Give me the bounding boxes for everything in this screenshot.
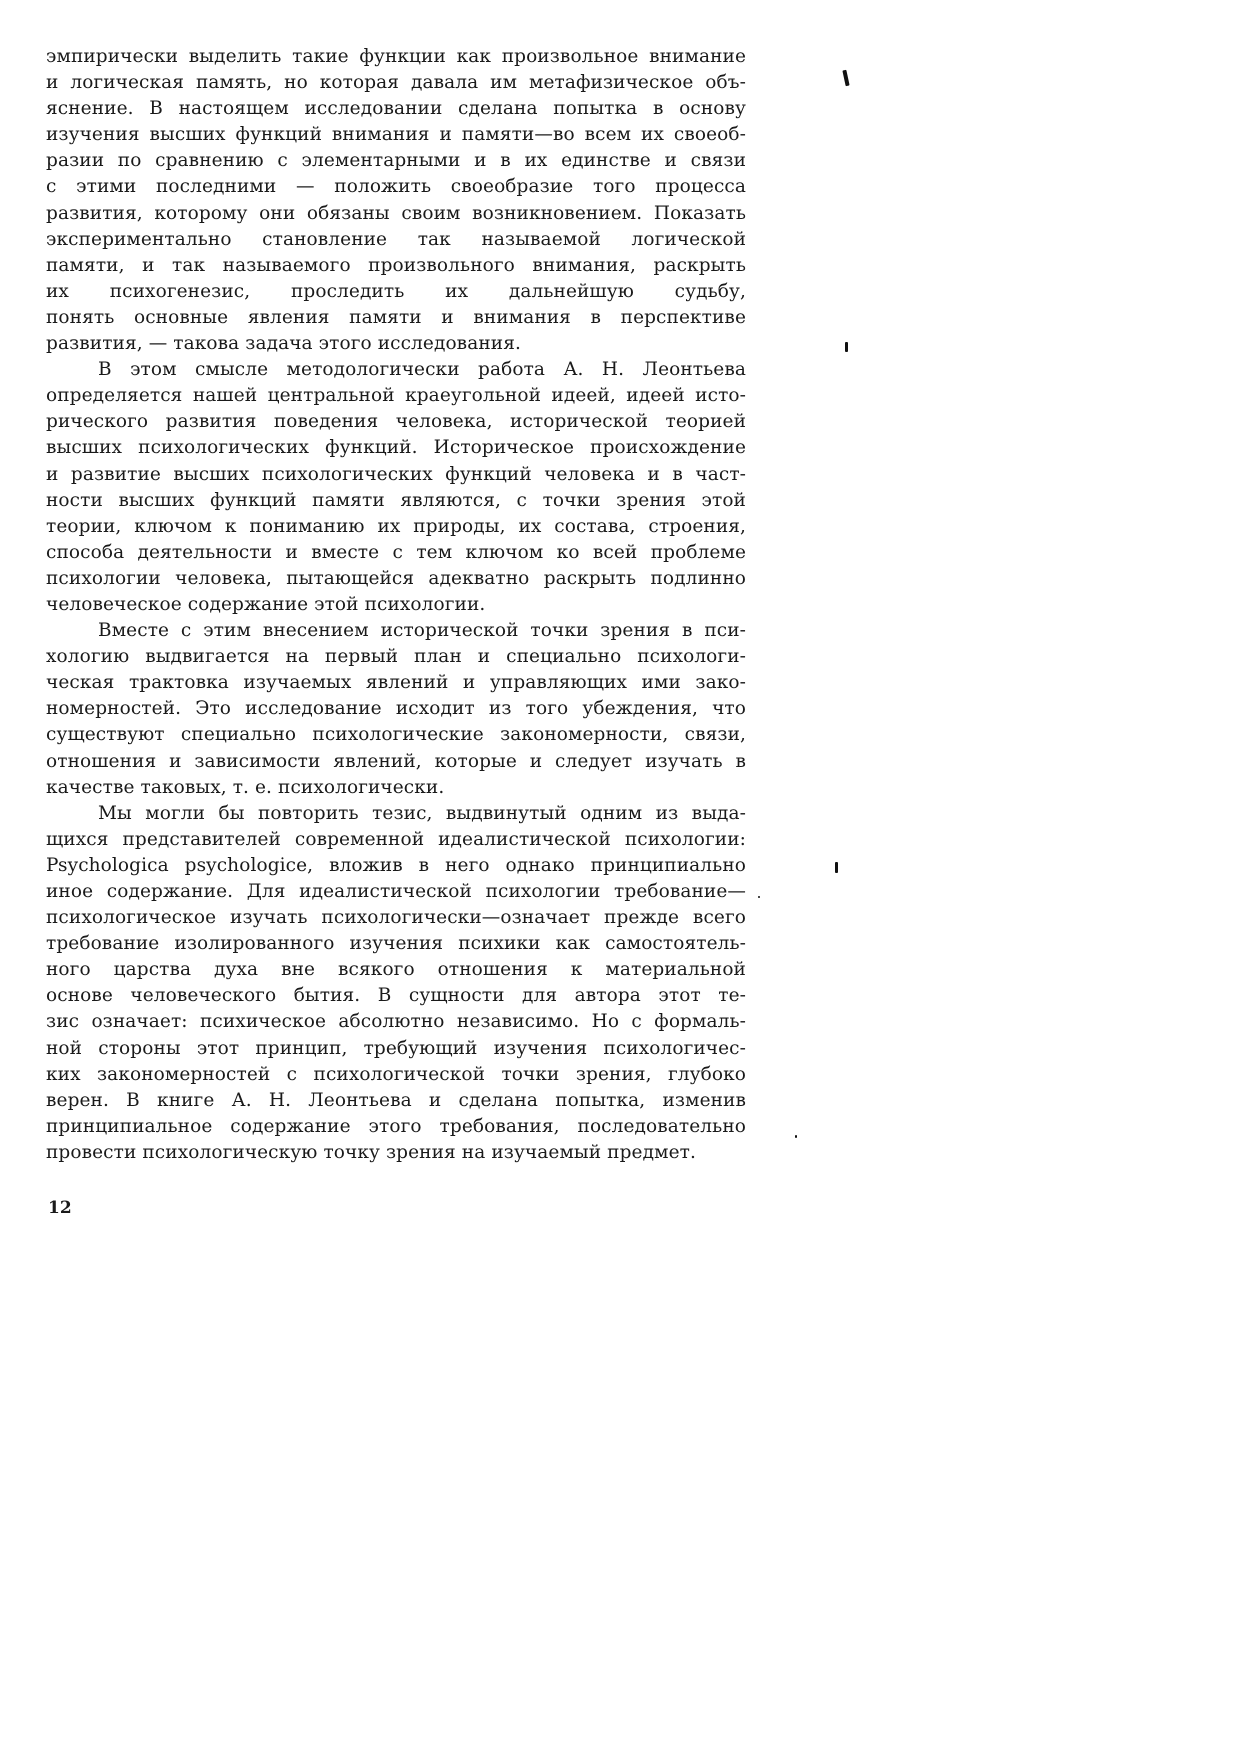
paragraph-2 bbox=[46, 357, 746, 618]
scan-speck bbox=[845, 342, 848, 352]
text-line: эмпирически выделить такие функции как произвольное внимание bbox=[46, 46, 746, 67]
text-line: ной стороны этот принцип, требующий изучения психологичес- bbox=[46, 1037, 746, 1059]
text-line: рического развития поведения человека, исторической теорией bbox=[46, 411, 746, 433]
text-line: и развитие высших психологических функций человека и в част- bbox=[46, 463, 746, 485]
text-line: высших психологических функций. Историческое происхождение bbox=[46, 437, 746, 459]
text-line: иное содержание. Для идеалистической психологии требование— bbox=[46, 881, 746, 902]
text-line: верен. В книге А. Н. Леонтьева и сделана попытка, изменив bbox=[46, 1089, 746, 1111]
paragraph-3 bbox=[46, 618, 746, 801]
text-line: Psychologica psychologice, вложив в него однако принципиально bbox=[46, 854, 746, 876]
text-line: хологию выдвигается на первый план и специально психологи- bbox=[46, 646, 746, 668]
page-number: 12 bbox=[48, 1198, 72, 1218]
text-line: отношения и зависимости явлений, которые и следует изучать в bbox=[46, 750, 746, 772]
text-line: принципиальное содержание этого требования, последовательно bbox=[46, 1115, 746, 1137]
text-line: зис означает: психическое абсолютно независимо. Но с формаль- bbox=[46, 1011, 746, 1033]
text-column bbox=[46, 44, 746, 1166]
text-line: экспериментально становление так называемой логической bbox=[46, 228, 746, 250]
text-line: В этом смысле методологически работа А. Н. Леонтьева bbox=[98, 359, 746, 381]
text-line: их психогенезис, проследить их дальнейшую судьбу, bbox=[46, 280, 746, 302]
text-line: теории, ключом к пониманию их природы, их состава, строения, bbox=[46, 515, 746, 537]
text-line: разии по сравнению с элементарными и в их единстве и связи bbox=[46, 150, 746, 172]
paragraph-1 bbox=[46, 44, 746, 357]
text-line: понять основные явления памяти и внимания в перспективе bbox=[46, 306, 746, 328]
scan-speck bbox=[842, 70, 849, 86]
text-line: провести психологическую точку зрения на изучаемый предмет. bbox=[46, 1141, 696, 1163]
text-line: определяется нашей центральной краеугольной идеей, идеей исто- bbox=[46, 385, 746, 407]
text-line: яснение. В настоящем исследовании сделана попытка в основу bbox=[46, 98, 746, 120]
text-line: психологии человека, пытающейся адекватно раскрыть подлинно bbox=[46, 567, 746, 589]
text-line: ческая трактовка изучаемых явлений и управляющих ими зако- bbox=[46, 672, 746, 694]
paragraph-4 bbox=[46, 801, 746, 1166]
text-line: Мы могли бы повторить тезис, выдвинутый одним из выда- bbox=[98, 802, 746, 824]
text-line: существуют специально психологические закономерности, связи, bbox=[46, 724, 746, 746]
text-line: и логическая память, но которая давала им метафизическое объ- bbox=[46, 72, 746, 94]
text-line: развития, которому они обязаны своим возникновением. Показать bbox=[46, 202, 746, 224]
text-line: психологическое изучать психологически—означает прежде всего bbox=[46, 907, 746, 929]
text-line: Вместе с этим внесением исторической точки зрения в пси- bbox=[98, 620, 746, 642]
text-line: развития, — такова задача этого исследования. bbox=[46, 333, 521, 355]
text-line: ного царства духа вне всякого отношения к материальной bbox=[46, 959, 746, 981]
text-line: памяти, и так называемого произвольного внимания, раскрыть bbox=[46, 254, 746, 276]
text-line: качестве таковых, т. е. психологически. bbox=[46, 776, 445, 798]
text-line: изучения высших функций внимания и памяти—во всем их своеоб- bbox=[46, 124, 746, 146]
scan-speck bbox=[758, 896, 760, 898]
text-line: номерностей. Это исследование исходит из того убеждения, что bbox=[46, 698, 746, 720]
text-line: требование изолированного изучения психики как самостоятель- bbox=[46, 933, 746, 955]
text-line: щихся представителей современной идеалистической психологии: bbox=[46, 828, 746, 850]
text-line: основе человеческого бытия. В сущности для автора этот те- bbox=[46, 985, 746, 1007]
scan-speck bbox=[795, 1135, 797, 1138]
text-line: с этими последними — положить своеобразие того процесса bbox=[46, 176, 746, 198]
scan-speck bbox=[835, 862, 838, 873]
text-line: ности высших функций памяти являются, с точки зрения этой bbox=[46, 489, 746, 511]
text-line: способа деятельности и вместе с тем ключом ко всей проблеме bbox=[46, 541, 746, 563]
text-line: ких закономерностей с психологической точки зрения, глубоко bbox=[46, 1063, 746, 1085]
text-line: человеческое содержание этой психологии. bbox=[46, 593, 486, 615]
